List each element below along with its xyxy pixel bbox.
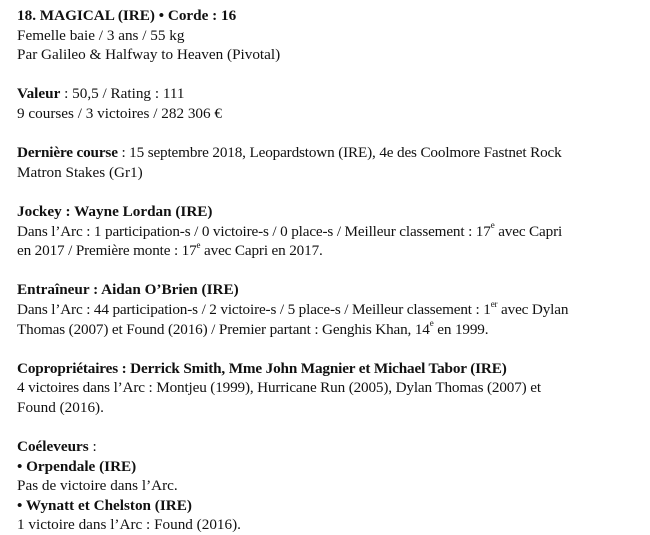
ordinal-suffix: e [196, 240, 201, 251]
jockey-stats-text: Dans l’Arc : 1 participation-s / 0 victoire-s / 0 place-s / Meilleur classement : 17 [17, 222, 491, 240]
coeleveurs-label: Coéleveurs [17, 438, 89, 456]
jockey-stats-line-2 [17, 241, 645, 261]
jockey-stats-text: en 2017 / Première monte : 17 [17, 242, 197, 260]
spacer [17, 261, 645, 281]
coeleveurs-heading [17, 437, 645, 457]
entraineur-name: Entraîneur : Aidan O’Brien (IRE) [17, 281, 239, 299]
horse-title: 18. MAGICAL (IRE) • Corde : 16 [17, 7, 237, 24]
valeur-line [17, 84, 645, 104]
ordinal-suffix: e [429, 318, 434, 329]
entraineur-stats-line [17, 300, 645, 320]
entraineur-stats-line-2 [17, 320, 645, 340]
derniere-course-label: Dernière course [17, 144, 118, 162]
horse-profile-document [17, 6, 645, 535]
spacer [17, 417, 645, 437]
breeder-note: 1 victoire dans l’Arc : Found (2016). [17, 516, 241, 534]
horse-description: Femelle baie / 3 ans / 55 kg [17, 26, 185, 44]
spacer [17, 124, 645, 144]
breeder-name [17, 496, 645, 516]
horse-pedigree: Par Galileo & Halfway to Heaven (Pivotal) [17, 46, 281, 64]
valeur-label: Valeur [17, 85, 61, 103]
entraineur-heading [17, 280, 645, 300]
jockey-name: Jockey : Wayne Lordan (IRE) [17, 202, 213, 220]
entraineur-stats-text: avec Dylan [497, 300, 569, 318]
coproprietaires-line: 4 victoires dans l’Arc : Montjeu (1999), Hurricane Run (2005), Dylan Thomas (2007) et [17, 379, 541, 397]
breeder-name [17, 457, 645, 477]
entraineur-stats-text: Dans l’Arc : 44 participation-s / 2 victoire-s / 5 place-s / Meilleur classement : 1 [17, 300, 491, 318]
spacer [17, 65, 645, 85]
coproprietaires-names: Copropriétaires : Derrick Smith, Mme John Magnier et Michael Tabor (IRE) [17, 359, 507, 377]
jockey-stats-text: avec Capri [494, 222, 563, 240]
derniere-course-line [17, 143, 645, 163]
entraineur-stats-text: Thomas (2007) et Found (2016) / Premier partant : Genghis Khan, 14 [17, 320, 430, 338]
derniere-course-line-2: Matron Stakes (Gr1) [17, 163, 143, 181]
spacer [17, 339, 645, 359]
horse-header [17, 6, 645, 26]
valeur-value: : 50,5 / Rating : 111 [60, 85, 185, 103]
spacer [17, 182, 645, 202]
ordinal-suffix: er [490, 298, 498, 309]
entraineur-stats-text: en 1999. [433, 320, 489, 338]
jockey-heading [17, 202, 645, 222]
derniere-course-text: : 15 septembre 2018, Leopardstown (IRE), 4e des Coolmore Fastnet Rock [117, 144, 562, 162]
ordinal-suffix: e [490, 220, 495, 231]
jockey-stats-line [17, 222, 645, 242]
breeder-name-text: • Wynatt et Chelston (IRE) [17, 496, 192, 514]
breeder-name-text: • Orpendale (IRE) [17, 457, 137, 475]
jockey-stats-text: avec Capri en 2017. [200, 242, 323, 260]
coeleveurs-suffix: : [88, 438, 97, 456]
breeder-note: Pas de victoire dans l’Arc. [17, 477, 178, 495]
coproprietaires-line-2: Found (2016). [17, 398, 104, 416]
race-record: 9 courses / 3 victoires / 282 306 € [17, 104, 223, 122]
coproprietaires-heading [17, 359, 645, 379]
